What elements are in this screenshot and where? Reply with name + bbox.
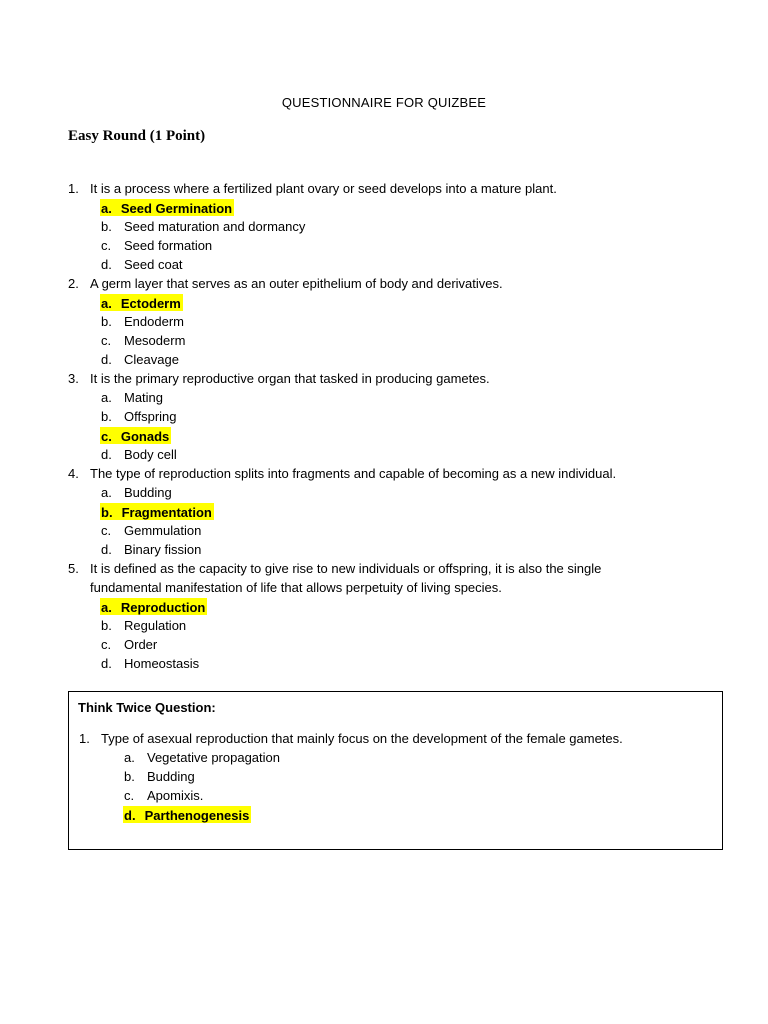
option-text: Budding — [124, 485, 172, 500]
answer-option — [0, 521, 768, 540]
answer-option — [0, 217, 768, 236]
option-letter: b. — [124, 769, 135, 784]
answer-highlight — [100, 427, 171, 444]
option-letter: b. — [101, 314, 112, 329]
question-text: A germ layer that serves as an outer epithelium of body and derivatives. — [90, 276, 503, 291]
question-number: 1. — [68, 181, 79, 196]
answer-highlight — [123, 806, 251, 823]
option-letter: d. — [101, 656, 112, 671]
answer-option — [69, 748, 724, 767]
option-text: Endoderm — [124, 314, 184, 329]
option-letter: b. — [101, 219, 112, 234]
question-text: It is defined as the capacity to give rise to new individuals or offspring, it is also the single fundamental manifestation of life that allows perpetuity of living species. — [90, 561, 602, 595]
option-letter: d. — [101, 352, 112, 367]
answer-option-correct — [0, 502, 768, 521]
answer-option — [69, 767, 724, 786]
option-letter: c. — [124, 788, 135, 803]
option-text: Fragmentation — [121, 505, 212, 520]
question-number: 3. — [68, 371, 79, 386]
question-list — [0, 179, 768, 673]
option-letter: d. — [124, 808, 136, 823]
option-letter: b. — [101, 505, 113, 520]
option-text: Cleavage — [124, 352, 179, 367]
think-twice-box — [68, 691, 723, 850]
question-number: 1. — [79, 731, 90, 746]
option-letter: a. — [101, 390, 112, 405]
answer-option-correct — [0, 426, 768, 445]
option-text: Seed maturation and dormancy — [124, 219, 306, 234]
option-text: Seed formation — [124, 238, 213, 253]
answer-option — [0, 483, 768, 502]
think-twice-title: Think Twice Question: — [78, 700, 216, 715]
question-number: 4. — [68, 466, 79, 481]
answer-option — [0, 616, 768, 635]
option-letter: c. — [101, 523, 112, 538]
question-item — [0, 369, 768, 388]
question-number: 5. — [68, 561, 79, 576]
answer-highlight — [100, 199, 234, 216]
question-item — [0, 274, 768, 293]
option-letter: b. — [101, 618, 112, 633]
answer-option-correct — [0, 597, 768, 616]
option-letter: a. — [124, 750, 135, 765]
answer-option-correct — [69, 805, 724, 824]
question-number: 2. — [68, 276, 79, 291]
answer-option — [0, 654, 768, 673]
option-letter: c. — [101, 637, 112, 652]
answer-option — [0, 255, 768, 274]
answer-option — [0, 407, 768, 426]
option-text: Gonads — [120, 429, 170, 444]
answer-option — [69, 786, 724, 805]
option-text: Vegetative propagation — [147, 750, 280, 765]
question-item — [69, 729, 724, 748]
question-item — [0, 464, 768, 483]
option-letter: c. — [101, 333, 112, 348]
answer-option — [0, 350, 768, 369]
option-text: Regulation — [124, 618, 187, 633]
option-text: Order — [124, 637, 158, 652]
answer-option — [0, 445, 768, 464]
answer-option — [0, 540, 768, 559]
option-text: Apomixis. — [147, 788, 204, 803]
option-letter: d. — [101, 447, 112, 462]
question-item — [0, 559, 768, 597]
answer-option-correct — [0, 293, 768, 312]
option-text: Budding — [147, 769, 195, 784]
think-twice-question-list — [69, 729, 724, 824]
answer-highlight — [100, 294, 183, 311]
option-letter: c. — [101, 238, 112, 253]
option-letter: a. — [101, 485, 112, 500]
section-heading: Easy Round (1 Point) — [68, 128, 206, 144]
answer-option — [0, 331, 768, 350]
question-text: It is the primary reproductive organ that tasked in producing gametes. — [90, 371, 490, 386]
option-letter: d. — [101, 542, 112, 557]
option-letter: a. — [101, 296, 112, 311]
answer-option — [0, 388, 768, 407]
option-text: Mating — [124, 390, 164, 405]
option-text: Body cell — [124, 447, 177, 462]
option-text: Seed coat — [124, 257, 183, 272]
option-letter: d. — [101, 257, 112, 272]
option-letter: a. — [101, 600, 112, 615]
question-text: It is a process where a fertilized plant ovary or seed develops into a mature plant. — [90, 181, 557, 196]
option-letter: b. — [101, 409, 112, 424]
document-title: QUESTIONNAIRE FOR QUIZBEE — [281, 95, 487, 110]
answer-option — [0, 635, 768, 654]
option-text: Ectoderm — [120, 296, 181, 311]
option-text: Homeostasis — [124, 656, 200, 671]
answer-option — [0, 312, 768, 331]
option-text: Parthenogenesis — [144, 808, 250, 823]
option-text: Seed Germination — [120, 201, 233, 216]
answer-highlight — [100, 598, 207, 615]
question-item — [0, 179, 768, 198]
option-text: Gemmulation — [124, 523, 202, 538]
option-text: Binary fission — [124, 542, 202, 557]
question-text: The type of reproduction splits into fragments and capable of becoming as a new individual. — [90, 466, 617, 481]
answer-highlight — [100, 503, 214, 520]
answer-option-correct — [0, 198, 768, 217]
option-text: Reproduction — [120, 600, 206, 615]
question-text: Type of asexual reproduction that mainly focus on the development of the female gametes. — [101, 731, 623, 746]
answer-option — [0, 236, 768, 255]
option-text: Offspring — [124, 409, 177, 424]
option-text: Mesoderm — [124, 333, 186, 348]
option-letter: c. — [101, 429, 112, 444]
option-letter: a. — [101, 201, 112, 216]
